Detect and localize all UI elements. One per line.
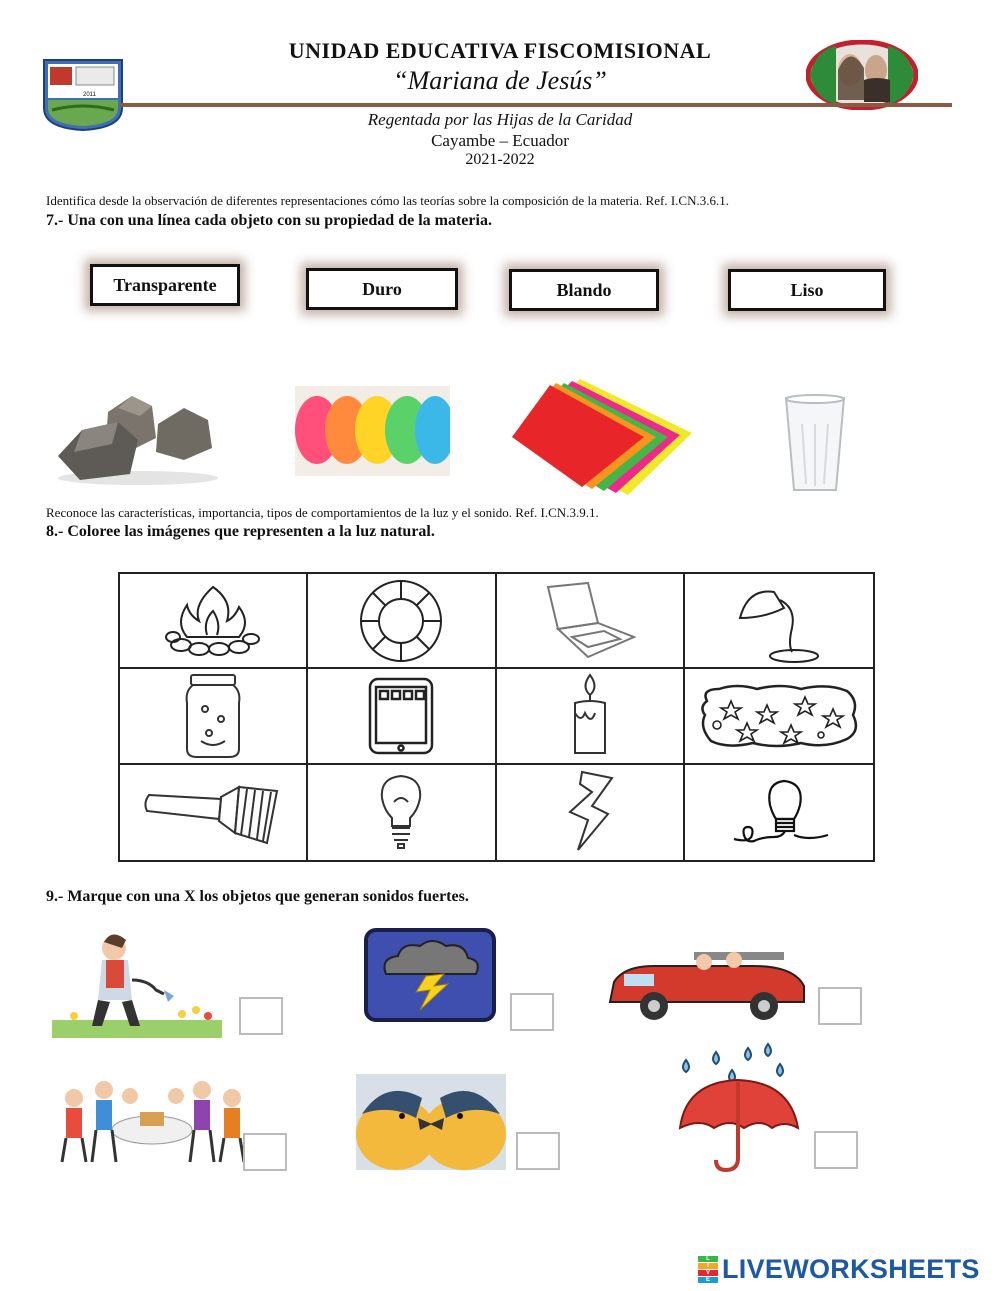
party-image [52,1066,256,1170]
grid-cell-lightning[interactable] [497,765,685,860]
property-blando[interactable]: Blando [509,269,659,311]
logo-year: 2011 [83,92,96,98]
grid-cell-laptop[interactable] [497,574,685,669]
grid-cell-firefly-jar[interactable] [120,669,308,764]
school-subtitle: “Mariana de Jesús” [393,66,607,95]
property-duro[interactable]: Duro [306,268,458,310]
checkbox-party[interactable] [243,1133,287,1171]
grid-cell-campfire[interactable] [120,574,308,669]
grid-cell-stars[interactable] [685,669,873,764]
campfire-icon [163,581,263,661]
glass-image [782,394,848,494]
play-dough-image [295,386,450,476]
grid-cell-christmas-bulb[interactable] [685,765,873,860]
grid-cell-desk-lamp[interactable] [685,574,873,669]
school-year: 2021-2022 [465,151,535,168]
brand-name: LIVEWORKSHEETS [722,1253,980,1284]
candle-icon [565,673,615,759]
school-logo-right [806,40,918,110]
property-liso[interactable]: Liso [728,269,886,311]
stars-icon [697,681,861,751]
live-badge-icon: L I V E [698,1256,718,1283]
grid-cell-candle[interactable] [497,669,685,764]
desk-lamp-icon [734,578,824,664]
section7-question: 7.- Una con una línea cada objeto con su propiedad de la materia. [46,212,492,229]
lightning-icon [562,770,618,854]
fire-truck-image [604,936,810,1026]
grid-cell-flashlight[interactable] [120,765,308,860]
section8-reference: Reconoce las características, importancia, tipos de comportamientos de la luz y el sonido. Ref. I.CN.3.9.1. [46,505,599,520]
sun-icon [358,578,444,664]
section7-reference: Identifica desde la observación de diferentes representaciones cómo las teorías sobre la composición de la materia. Ref. I.CN.3.6.1. [46,193,729,208]
grid-cell-sun[interactable] [308,574,496,669]
section8-question: 8.- Coloree las imágenes que representen a la luz natural. [46,523,435,540]
christmas-bulb-icon [724,777,834,847]
header-rule [120,103,952,107]
checkbox-storm-cloud[interactable] [510,993,554,1031]
checkbox-umbrella-rain[interactable] [814,1131,858,1169]
rocks-image [52,378,224,488]
birds-image [356,1074,506,1170]
watering-garden-image [52,930,222,1038]
storm-cloud-image [364,928,496,1022]
city-line: Cayambe – Ecuador [431,131,569,150]
liveworksheets-logo [698,1254,980,1284]
checkbox-birds[interactable] [516,1132,560,1170]
tablet-icon [366,675,436,757]
grid-cell-tablet[interactable] [308,669,496,764]
firefly-jar-icon [183,673,243,759]
regent-line: Regentada por las Hijas de la Caridad [367,110,633,129]
umbrella-rain-image [672,1042,806,1176]
checkbox-fire-truck[interactable] [818,987,862,1025]
section9-question: 9.- Marque con una X los objetos que generan sonidos fuertes. [46,888,469,905]
light-sources-grid [118,572,875,862]
checkbox-watering-garden[interactable] [239,997,283,1035]
light-bulb-icon [376,772,426,852]
property-transparente[interactable]: Transparente [90,264,240,306]
colored-paper-image [510,375,700,495]
school-name: UNIDAD EDUCATIVA FISCOMISIONAL [288,38,712,63]
laptop-icon [542,581,638,661]
flashlight-icon [143,777,283,847]
grid-cell-light-bulb[interactable] [308,765,496,860]
